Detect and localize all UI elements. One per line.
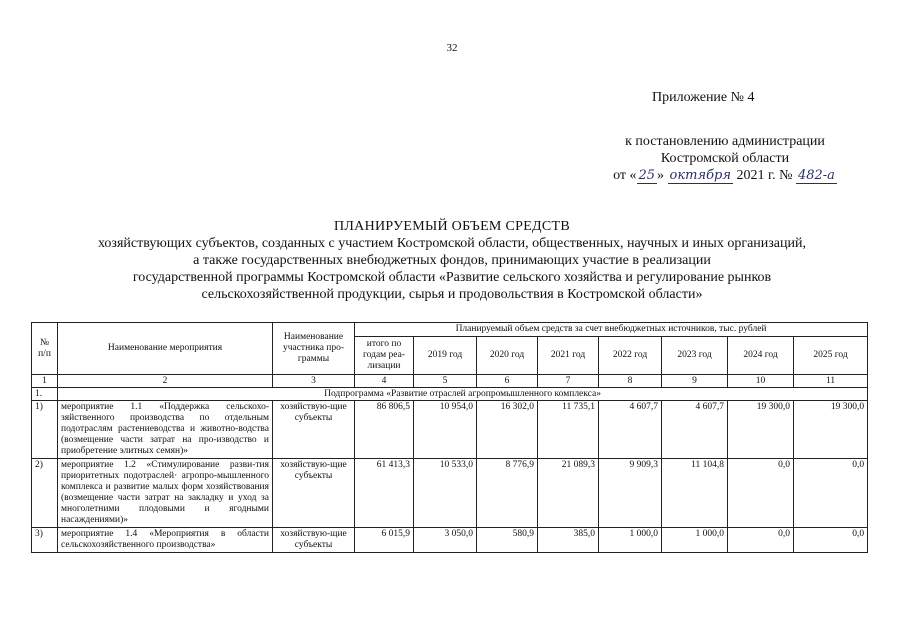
handwritten-number: 482-а [797,168,835,183]
header-activity-name: Наименование мероприятия [58,323,273,375]
row-number: 2) [32,459,58,528]
value-total: 61 413,3 [355,459,414,528]
header-total: итого по годам реа-лизации [355,337,414,375]
participant: хозяйствую-щие субъекты [273,459,355,528]
document-title [0,218,904,303]
value-2021: 21 089,3 [538,459,599,528]
section-number: 1. [32,388,58,401]
value-2023: 1 000,0 [662,528,728,553]
value-2020: 8 776,9 [477,459,538,528]
column-number: 4 [355,375,414,388]
value-2024: 0,0 [728,459,794,528]
value-2021: 385,0 [538,528,599,553]
value-2022: 9 909,3 [599,459,662,528]
activity-name: мероприятие 1.1 «Поддержка сельскохо-зяйственного производства по отдельным подотраслям растениеводства и животно-водства (возмещение части затрат на про-изводство и приобретение элитных семян)» [58,401,273,459]
section-row [32,388,868,401]
document-title-line: а также государственных внебюджетных фондов, принимающих участие в реализации [193,253,711,268]
row-number: 1) [32,401,58,459]
value-2020: 580,9 [477,528,538,553]
value-2019: 10 533,0 [414,459,477,528]
header-year: 2020 год [477,337,538,375]
header-year: 2025 год [794,337,868,375]
handwritten-month: октября [669,168,731,183]
header-num: № п/п [32,323,58,375]
header-participant: Наименование участника про-граммы [273,323,355,375]
document-title-line: государственной программы Костромской области «Развитие сельского хозяйства и регулирование рынков [132,270,772,285]
value-2022: 1 000,0 [599,528,662,553]
page-number: 32 [446,42,458,54]
participant: хозяйствую-щие субъекты [273,401,355,459]
column-number: 10 [728,375,794,388]
value-2023: 11 104,8 [662,459,728,528]
header-year: 2021 год [538,337,599,375]
decree-prefix: от « [613,168,637,183]
column-number: 5 [414,375,477,388]
table-row [32,401,868,459]
column-number: 11 [794,375,868,388]
activity-name: мероприятие 1.2 «Стимулирование разви-тия приоритетных подотраслей· агропро-мышленного комплекса и развитие малых форм хозяйствования (возмещение части затрат на закладку и уход за многолетними плодовыми и ягодными насаждениями)» [58,459,273,528]
decree-line-2: Костромской области [660,151,790,166]
value-2019: 3 050,0 [414,528,477,553]
activity-name: мероприятие 1.4 «Мероприятия в области сельскохозяйственного производства» [58,528,273,553]
header-planned-funds: Планируемый объем средств за счет внебюджетных источников, тыс. рублей [355,323,868,337]
document-title-main: ПЛАНИРУЕМЫЙ ОБЪЕМ СРЕДСТВ [333,219,571,234]
value-2025: 0,0 [794,459,868,528]
decree-year: 2021 г. № [736,168,793,183]
header-year: 2023 год [662,337,728,375]
value-total: 86 806,5 [355,401,414,459]
decree-reference [560,133,890,184]
row-number: 3) [32,528,58,553]
column-number: 8 [599,375,662,388]
appendix-title: Приложение № 4 [652,90,755,105]
value-2022: 4 607,7 [599,401,662,459]
value-2025: 0,0 [794,528,868,553]
value-2024: 19 300,0 [728,401,794,459]
value-2020: 16 302,0 [477,401,538,459]
column-number: 2 [58,375,273,388]
value-2019: 10 954,0 [414,401,477,459]
value-2025: 19 300,0 [794,401,868,459]
table-row [32,528,868,553]
value-total: 6 015,9 [355,528,414,553]
document-title-line: хозяйствующих субъектов, созданных с участием Костромской области, общественных, научных и иных организаций, [97,236,807,251]
header-year: 2024 год [728,337,794,375]
column-number-row [32,375,868,388]
participant: хозяйствую-щие субъекты [273,528,355,553]
column-number: 1 [32,375,58,388]
budget-table [31,322,868,553]
column-number: 7 [538,375,599,388]
column-number: 9 [662,375,728,388]
decree-quote-close: » [657,168,665,183]
section-title: Подпрограмма «Развитие отраслей агропромышленного комплекса» [58,388,868,401]
handwritten-day: 25 [638,168,656,183]
table-row [32,459,868,528]
column-number: 3 [273,375,355,388]
header-year: 2022 год [599,337,662,375]
column-number: 6 [477,375,538,388]
value-2024: 0,0 [728,528,794,553]
document-title-line: сельскохозяйственной продукции, сырья и продовольствия в Костромской области» [201,287,703,302]
header-year: 2019 год [414,337,477,375]
decree-line-1: к постановлению администрации [625,134,825,149]
value-2021: 11 735,1 [538,401,599,459]
value-2023: 4 607,7 [662,401,728,459]
decree-date-line [560,167,890,184]
